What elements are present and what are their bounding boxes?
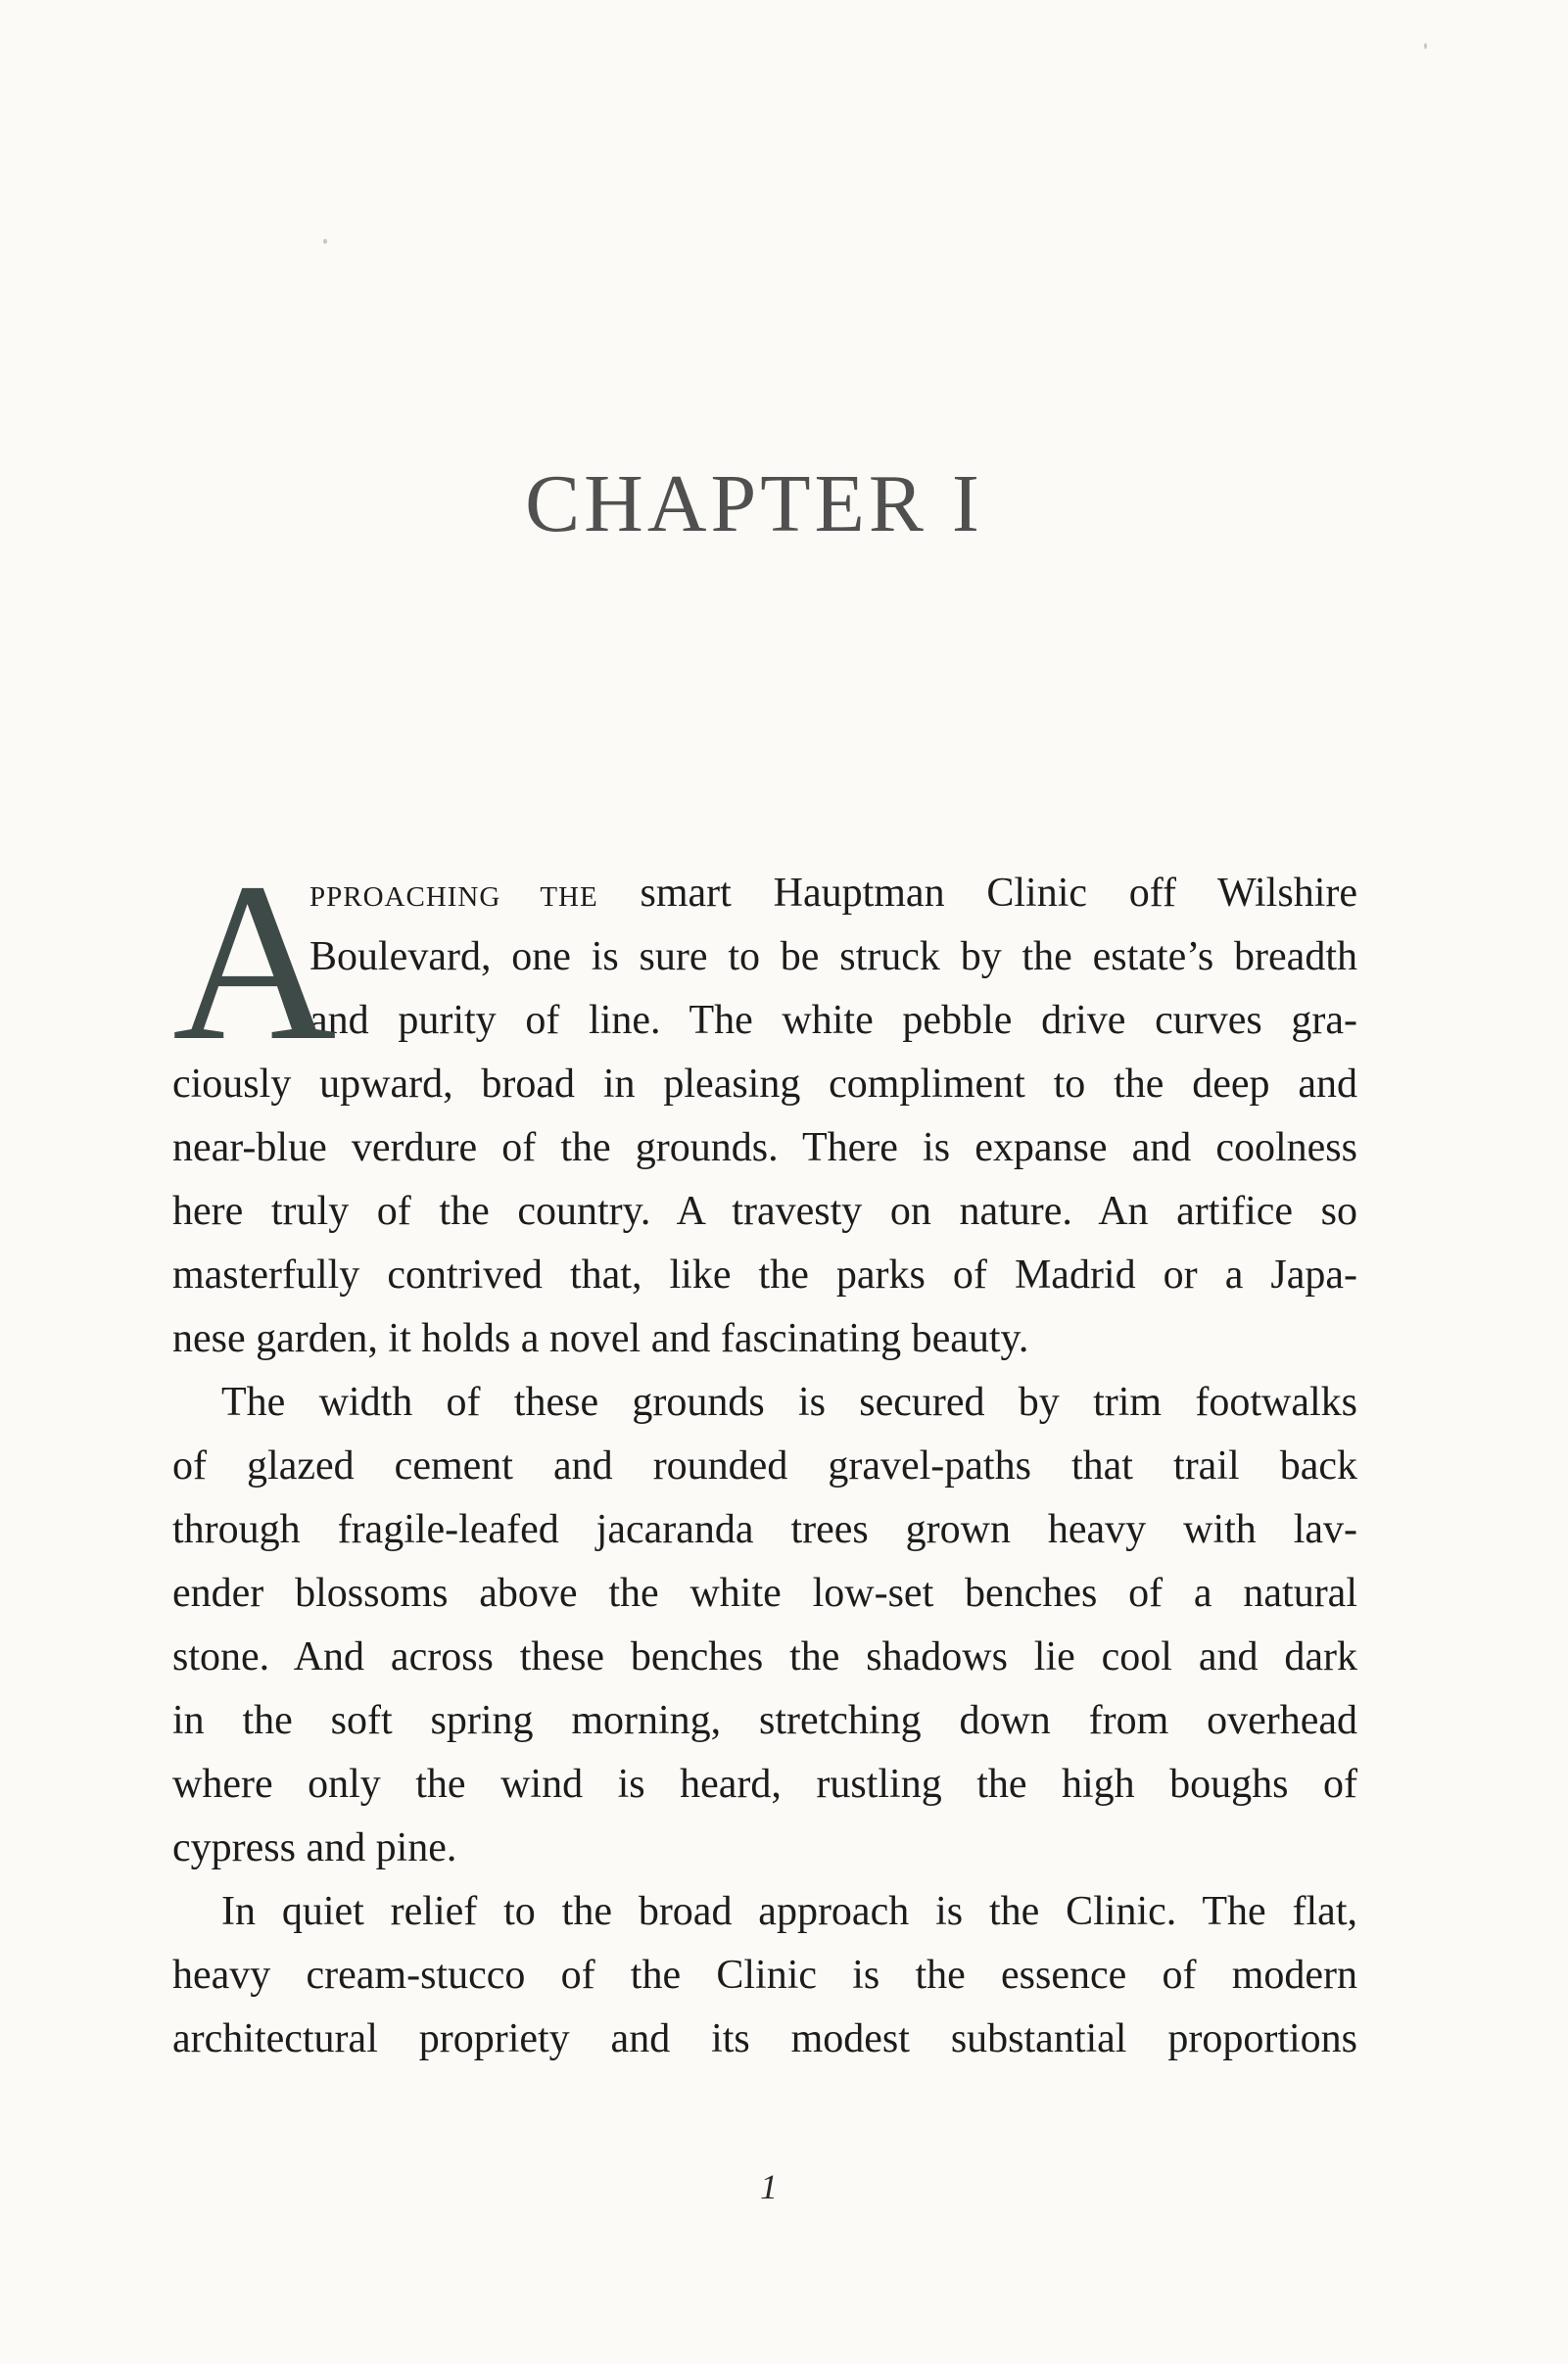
text-line: The width of these grounds is secured by trim footwalks bbox=[221, 1380, 1357, 1425]
paragraph-1 bbox=[172, 836, 1357, 1371]
text-line: ciously upward, broad in pleasing compliment to the deep and bbox=[172, 1062, 1357, 1107]
drop-cap: A bbox=[172, 836, 337, 1088]
body-text bbox=[172, 836, 1357, 2071]
text-line: and purity of line. The white pebble drive curves gra- bbox=[309, 998, 1357, 1043]
paragraph-3 bbox=[172, 1880, 1357, 2071]
paper-speck bbox=[1424, 43, 1427, 49]
text-line: in the soft spring morning, stretching down from overhead bbox=[172, 1698, 1357, 1743]
text-line: ender blossoms above the white low-set benches of a natural bbox=[172, 1571, 1357, 1616]
text-line: heavy cream-stucco of the Clinic is the essence of modern bbox=[172, 1953, 1357, 1998]
text-line: stone. And across these benches the shadows lie cool and dark bbox=[172, 1634, 1357, 1679]
text-line: near-blue verdure of the grounds. There is expanse and coolness bbox=[172, 1125, 1357, 1170]
text-line: cypress and pine. bbox=[172, 1825, 457, 1870]
text-line: In quiet relief to the broad approach is the Clinic. The flat, bbox=[221, 1889, 1357, 1934]
text-line: architectural propriety and its modest substantial proportions bbox=[172, 2016, 1357, 2061]
paper-speck bbox=[323, 239, 327, 244]
text-line: here truly of the country. A travesty on nature. An artifice so bbox=[172, 1189, 1357, 1234]
text-line: where only the wind is heard, rustling the high boughs of bbox=[172, 1762, 1357, 1807]
text-line: through fragile-leafed jacaranda trees grown heavy with lav- bbox=[172, 1507, 1357, 1552]
opening-smallcaps: PPROACHING THE bbox=[309, 881, 598, 913]
text-line: nese garden, it holds a novel and fascinating beauty. bbox=[172, 1316, 1029, 1361]
chapter-title: CHAPTER I bbox=[525, 458, 983, 549]
text-line: PPROACHING THE smart Hauptman Clinic off Wilshire bbox=[309, 871, 1357, 916]
text-line: Boulevard, one is sure to be struck by the estate’s breadth bbox=[309, 934, 1357, 979]
page-number: 1 bbox=[760, 2167, 778, 2206]
text-line: of glazed cement and rounded gravel-paths that trail back bbox=[172, 1443, 1357, 1489]
text-line: masterfully contrived that, like the parks of Madrid or a Japa- bbox=[172, 1253, 1357, 1298]
paragraph-2 bbox=[172, 1371, 1357, 1880]
